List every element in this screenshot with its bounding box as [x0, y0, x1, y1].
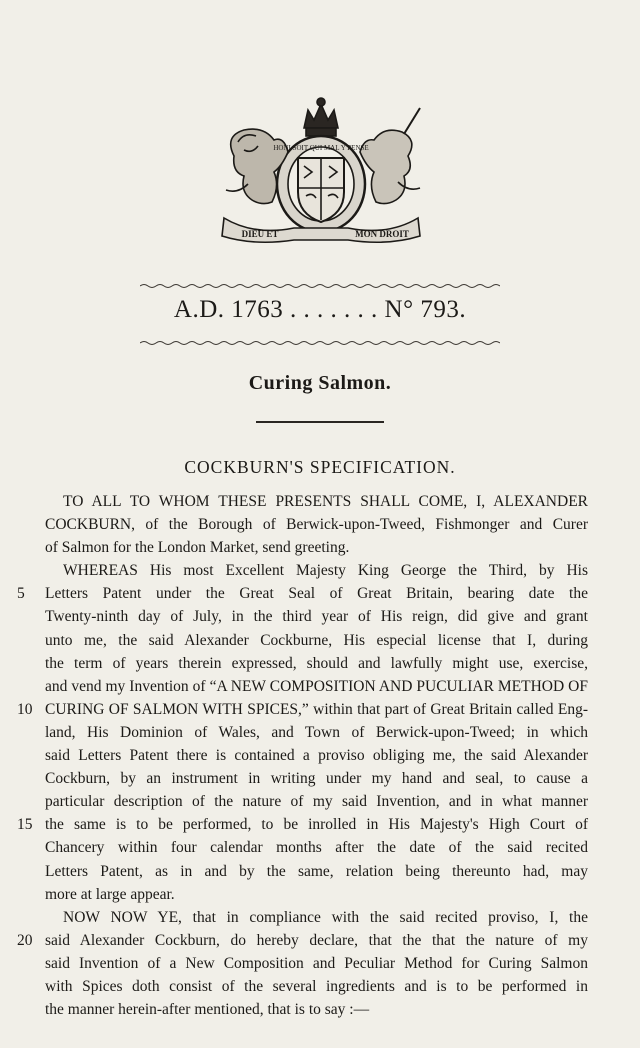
- line-text: and vend my Invention of “A NEW COMPOSITION AND PUCULIAR METHOD OF: [45, 677, 588, 695]
- line-text: of Salmon for the London Market, send greeting.: [45, 539, 350, 557]
- text-line: [45, 675, 588, 698]
- line-text: the same is to be performed, to be inrolled in His Majesty's High Court of: [45, 816, 588, 834]
- text-line: [45, 536, 588, 559]
- patent-subject: Curing Salmon.: [248, 372, 392, 394]
- line-number: 10: [17, 700, 33, 718]
- short-rule: [256, 421, 384, 423]
- line-text: particular description of the nature of my said Invention, and in what manner: [45, 793, 588, 811]
- line-text: said Invention of a New Composition and Peculiar Method for Curing Salmon: [45, 954, 588, 972]
- text-line: [45, 490, 588, 513]
- text-line: [45, 836, 588, 859]
- text-line: [45, 998, 588, 1021]
- line-text: CURING OF SALMON WITH SPICES,” within that part of Great Britain called Eng-: [45, 700, 588, 718]
- text-line: [45, 629, 588, 652]
- text-line: [45, 883, 588, 906]
- line-text: Letters Patent under the Great Seal of Great Britain, bearing date the: [45, 585, 588, 603]
- top-wavy-rule: [140, 282, 500, 290]
- line-text: with Spices doth consist of the several ingredients and is to be performed in: [45, 977, 588, 995]
- line-text: the term of years therein expressed, should and lawfully might use, exercise,: [45, 654, 588, 672]
- line-text: more at large appear.: [45, 885, 175, 903]
- text-line: [45, 952, 588, 975]
- bottom-wavy-rule: [140, 339, 500, 347]
- patent-number-line: A.D. 1763 . . . . . . . N° 793.: [173, 296, 467, 323]
- line-text: NOW NOW YE, that in compliance with the said recited proviso, I, the: [63, 908, 588, 926]
- text-line: [17, 582, 588, 605]
- text-line: [45, 721, 588, 744]
- line-text: said Alexander Cockburn, do hereby declare, that the that the nature of my: [45, 931, 588, 949]
- line-text: land, His Dominion of Wales, and Town of Berwick-upon-Tweed; in which: [45, 723, 588, 741]
- text-line: [45, 513, 588, 536]
- line-text: WHEREAS His most Excellent Majesty King George the Third, by His: [63, 562, 588, 580]
- text-line: [45, 767, 588, 790]
- line-number: 5: [17, 585, 25, 603]
- text-line: [45, 790, 588, 813]
- ribbon-motto-right: MON DROIT: [355, 229, 409, 239]
- text-line: [45, 652, 588, 675]
- text-line: [17, 698, 588, 721]
- text-line: [45, 744, 588, 767]
- text-line: [17, 813, 588, 836]
- line-text: Twenty-ninth day of July, in the third year of His reign, did give and grant: [45, 608, 588, 626]
- line-text: Chancery within four calendar months after the date of the said recited: [45, 839, 588, 857]
- text-line: [45, 860, 588, 883]
- line-text: TO ALL TO WHOM THESE PRESENTS SHALL COME, I, ALEXANDER: [63, 493, 588, 510]
- specification-body: [17, 490, 588, 1021]
- specification-title: COCKBURN'S SPECIFICATION.: [184, 457, 456, 477]
- text-line: [45, 559, 588, 582]
- line-text: Cockburn, by an instrument in writing under my hand and seal, to cause a: [45, 770, 588, 788]
- line-number: 20: [17, 931, 33, 949]
- line-number: 15: [17, 816, 33, 834]
- line-text: unto me, the said Alexander Cockburne, His especial license that I, during: [45, 631, 588, 649]
- text-line: [45, 906, 588, 929]
- garter-motto: HONI SOIT QUI MAL Y PENSE: [273, 144, 369, 152]
- line-text: COCKBURN, of the Borough of Berwick-upon-Tweed, Fishmonger and Curer: [45, 516, 588, 534]
- text-line: [45, 605, 588, 628]
- line-text: said Letters Patent there is contained a proviso obliging me, the said Alexander: [45, 747, 588, 765]
- line-text: the manner herein-after mentioned, that is to say :—: [45, 1001, 370, 1019]
- line-text: Letters Patent, as in and by the same, relation being thereunto had, may: [45, 862, 588, 880]
- text-line: [45, 975, 588, 998]
- ribbon-motto-left: DIEU ET: [241, 229, 279, 239]
- text-line: [17, 929, 588, 952]
- royal-coat-of-arms-icon: [214, 96, 428, 246]
